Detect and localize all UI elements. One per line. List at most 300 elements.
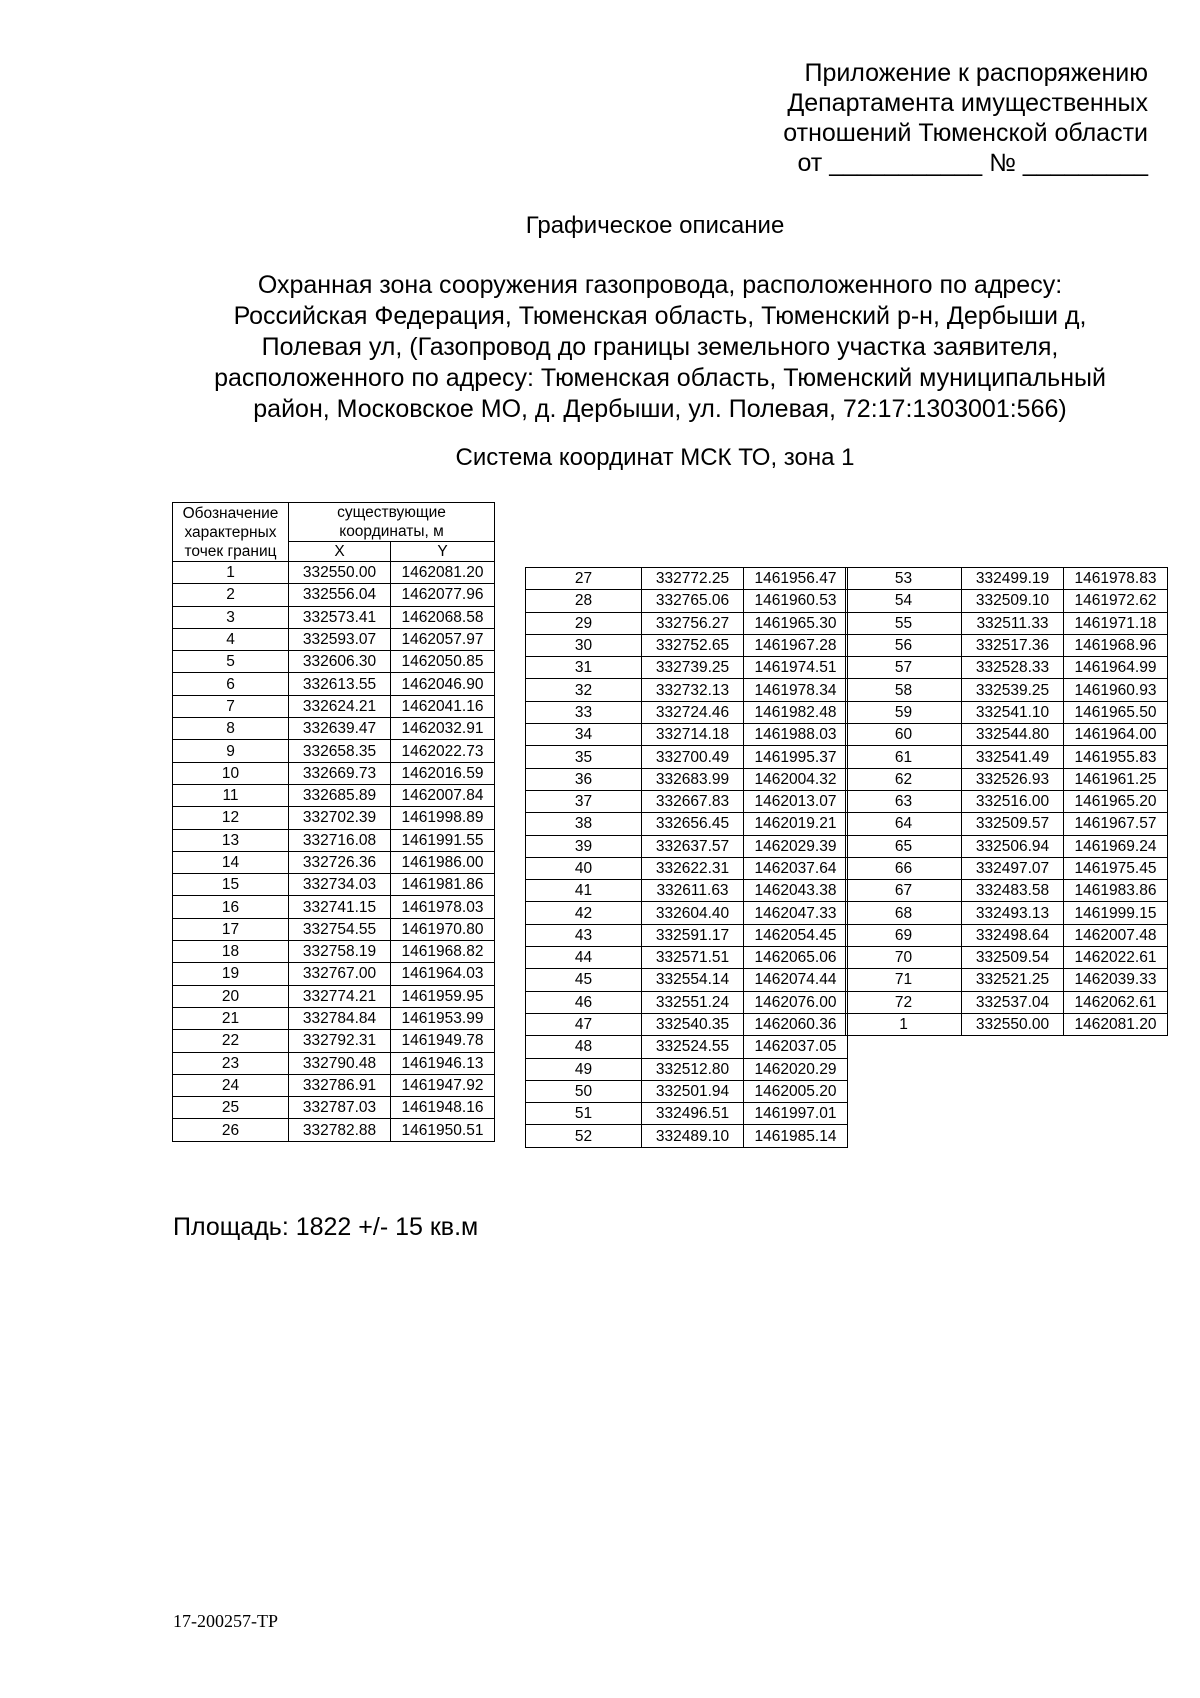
- header-coordinates: [289, 503, 495, 542]
- point-number-cell: 30: [526, 634, 642, 656]
- table-row: [526, 1036, 848, 1058]
- point-number-cell: 16: [173, 896, 289, 918]
- x-coordinate-cell: 332734.03: [289, 874, 391, 896]
- table-row: [526, 1080, 848, 1102]
- table-row: [173, 851, 495, 873]
- table-row: [526, 724, 848, 746]
- table-header-row: [173, 503, 495, 542]
- header-y: Y: [391, 542, 495, 562]
- x-coordinate-cell: 332526.93: [962, 768, 1064, 790]
- y-coordinate-cell: 1462005.20: [744, 1080, 848, 1102]
- y-coordinate-cell: 1461965.50: [1064, 701, 1168, 723]
- y-coordinate-cell: 1462029.39: [744, 835, 848, 857]
- point-number-cell: 3: [173, 606, 289, 628]
- point-number-cell: 33: [526, 701, 642, 723]
- point-number-cell: 55: [846, 612, 962, 634]
- appendix-header-line: отношений Тюменской области: [783, 119, 1148, 147]
- x-coordinate-cell: 332656.45: [642, 813, 744, 835]
- point-number-cell: 57: [846, 657, 962, 679]
- zone-description-line: район, Московское МО, д. Дербыши, ул. Полевая, 72:17:1303001:566): [253, 395, 1067, 423]
- point-number-cell: 48: [526, 1036, 642, 1058]
- x-coordinate-cell: 332774.21: [289, 985, 391, 1007]
- table-row: [173, 584, 495, 606]
- x-coordinate-cell: 332669.73: [289, 762, 391, 784]
- y-coordinate-cell: 1461998.89: [391, 807, 495, 829]
- y-coordinate-cell: 1462022.61: [1064, 947, 1168, 969]
- y-coordinate-cell: 1462039.33: [1064, 969, 1168, 991]
- x-coordinate-cell: 332556.04: [289, 584, 391, 606]
- x-coordinate-cell: 332622.31: [642, 857, 744, 879]
- x-coordinate-cell: 332716.08: [289, 829, 391, 851]
- point-number-cell: 59: [846, 701, 962, 723]
- x-coordinate-cell: 332512.80: [642, 1058, 744, 1080]
- y-coordinate-cell: 1462037.05: [744, 1036, 848, 1058]
- table-row: [173, 1030, 495, 1052]
- x-coordinate-cell: 332637.57: [642, 835, 744, 857]
- header-x: X: [289, 542, 391, 562]
- x-coordinate-cell: 332792.31: [289, 1030, 391, 1052]
- table-row: [173, 985, 495, 1007]
- y-coordinate-cell: 1461964.00: [1064, 724, 1168, 746]
- x-coordinate-cell: 332498.64: [962, 924, 1064, 946]
- point-number-cell: 41: [526, 880, 642, 902]
- y-coordinate-cell: 1461995.37: [744, 746, 848, 768]
- point-number-cell: 52: [526, 1125, 642, 1147]
- table-row: [173, 874, 495, 896]
- point-number-cell: 61: [846, 746, 962, 768]
- y-coordinate-cell: 1462037.64: [744, 857, 848, 879]
- x-coordinate-cell: 332541.10: [962, 701, 1064, 723]
- table-row: [526, 679, 848, 701]
- x-coordinate-cell: 332511.33: [962, 612, 1064, 634]
- point-number-cell: 19: [173, 963, 289, 985]
- x-coordinate-cell: 332784.84: [289, 1007, 391, 1029]
- y-coordinate-cell: 1461978.34: [744, 679, 848, 701]
- x-coordinate-cell: 332517.36: [962, 634, 1064, 656]
- y-coordinate-cell: 1462032.91: [391, 718, 495, 740]
- table-row: [526, 568, 848, 590]
- table-row: [526, 991, 848, 1013]
- zone-description-line: Российская Федерация, Тюменская область, Тюменский р-н, Дербыши д,: [233, 302, 1087, 330]
- x-coordinate-cell: 332726.36: [289, 851, 391, 873]
- y-coordinate-cell: 1461948.16: [391, 1097, 495, 1119]
- y-coordinate-cell: 1462004.32: [744, 768, 848, 790]
- y-coordinate-cell: 1461974.51: [744, 657, 848, 679]
- x-coordinate-cell: 332658.35: [289, 740, 391, 762]
- table-row: [526, 612, 848, 634]
- table-row: [526, 746, 848, 768]
- y-coordinate-cell: 1462020.29: [744, 1058, 848, 1080]
- table-row: [173, 784, 495, 806]
- point-number-cell: 24: [173, 1074, 289, 1096]
- coordinates-table-1: [172, 502, 495, 1142]
- header-designation: [173, 503, 289, 562]
- point-number-cell: 51: [526, 1103, 642, 1125]
- table-row: [173, 1119, 495, 1141]
- x-coordinate-cell: 332506.94: [962, 835, 1064, 857]
- x-coordinate-cell: 332539.25: [962, 679, 1064, 701]
- y-coordinate-cell: 1461997.01: [744, 1103, 848, 1125]
- y-coordinate-cell: 1461967.28: [744, 634, 848, 656]
- point-number-cell: 35: [526, 746, 642, 768]
- point-number-cell: 20: [173, 985, 289, 1007]
- table-row: [846, 1013, 1168, 1035]
- x-coordinate-cell: 332765.06: [642, 590, 744, 612]
- point-number-cell: 17: [173, 918, 289, 940]
- y-coordinate-cell: 1461969.24: [1064, 835, 1168, 857]
- y-coordinate-cell: 1462013.07: [744, 790, 848, 812]
- x-coordinate-cell: 332724.46: [642, 701, 744, 723]
- y-coordinate-cell: 1461955.83: [1064, 746, 1168, 768]
- point-number-cell: 53: [846, 568, 962, 590]
- table-row: [846, 947, 1168, 969]
- table-row: [846, 768, 1168, 790]
- x-coordinate-cell: 332667.83: [642, 790, 744, 812]
- point-number-cell: 47: [526, 1013, 642, 1035]
- x-coordinate-cell: 332739.25: [642, 657, 744, 679]
- y-coordinate-cell: 1461960.53: [744, 590, 848, 612]
- table-row: [846, 679, 1168, 701]
- point-number-cell: 66: [846, 857, 962, 879]
- y-coordinate-cell: 1461991.55: [391, 829, 495, 851]
- table-row: [526, 1058, 848, 1080]
- table-row: [173, 941, 495, 963]
- x-coordinate-cell: 332772.25: [642, 568, 744, 590]
- point-number-cell: 70: [846, 947, 962, 969]
- x-coordinate-cell: 332782.88: [289, 1119, 391, 1141]
- x-coordinate-cell: 332483.58: [962, 880, 1064, 902]
- coordinates-table-2-body: [526, 568, 848, 1148]
- x-coordinate-cell: 332501.94: [642, 1080, 744, 1102]
- point-number-cell: 25: [173, 1097, 289, 1119]
- x-coordinate-cell: 332752.65: [642, 634, 744, 656]
- point-number-cell: 7: [173, 695, 289, 717]
- table-row: [173, 896, 495, 918]
- point-number-cell: 58: [846, 679, 962, 701]
- y-coordinate-cell: 1461956.47: [744, 568, 848, 590]
- point-number-cell: 4: [173, 628, 289, 650]
- point-number-cell: 63: [846, 790, 962, 812]
- table-row: [173, 1074, 495, 1096]
- x-coordinate-cell: 332516.00: [962, 790, 1064, 812]
- point-number-cell: 12: [173, 807, 289, 829]
- y-coordinate-cell: 1461965.20: [1064, 790, 1168, 812]
- coordinates-table-1-body: [173, 503, 495, 1142]
- y-coordinate-cell: 1461968.82: [391, 941, 495, 963]
- y-coordinate-cell: 1462062.61: [1064, 991, 1168, 1013]
- table-row: [846, 612, 1168, 634]
- x-coordinate-cell: 332756.27: [642, 612, 744, 634]
- table-row: [173, 1097, 495, 1119]
- table-row: [846, 568, 1168, 590]
- y-coordinate-cell: 1462065.06: [744, 947, 848, 969]
- coordinates-table-2: [525, 567, 848, 1148]
- table-row: [526, 902, 848, 924]
- y-coordinate-cell: 1461978.83: [1064, 568, 1168, 590]
- y-coordinate-cell: 1462016.59: [391, 762, 495, 784]
- x-coordinate-cell: 332573.41: [289, 606, 391, 628]
- x-coordinate-cell: 332683.99: [642, 768, 744, 790]
- table-row: [846, 790, 1168, 812]
- point-number-cell: 45: [526, 969, 642, 991]
- point-number-cell: 34: [526, 724, 642, 746]
- y-coordinate-cell: 1462057.97: [391, 628, 495, 650]
- point-number-cell: 29: [526, 612, 642, 634]
- x-coordinate-cell: 332571.51: [642, 947, 744, 969]
- x-coordinate-cell: 332509.57: [962, 813, 1064, 835]
- table-row: [173, 807, 495, 829]
- point-number-cell: 67: [846, 880, 962, 902]
- table-row: [846, 924, 1168, 946]
- point-number-cell: 10: [173, 762, 289, 784]
- y-coordinate-cell: 1461999.15: [1064, 902, 1168, 924]
- x-coordinate-cell: 332611.63: [642, 880, 744, 902]
- x-coordinate-cell: 332551.24: [642, 991, 744, 1013]
- point-number-cell: 14: [173, 851, 289, 873]
- point-number-cell: 8: [173, 718, 289, 740]
- point-number-cell: 27: [526, 568, 642, 590]
- x-coordinate-cell: 332550.00: [289, 562, 391, 584]
- y-coordinate-cell: 1462074.44: [744, 969, 848, 991]
- y-coordinate-cell: 1461964.99: [1064, 657, 1168, 679]
- appendix-header-line: Департамента имущественных: [787, 89, 1148, 117]
- point-number-cell: 43: [526, 924, 642, 946]
- table-row: [526, 813, 848, 835]
- table-row: [846, 590, 1168, 612]
- appendix-header: [688, 58, 1148, 178]
- point-number-cell: 13: [173, 829, 289, 851]
- x-coordinate-cell: 332550.00: [962, 1013, 1064, 1035]
- header-designation-line: точек границ: [184, 542, 277, 560]
- point-number-cell: 2: [173, 584, 289, 606]
- y-coordinate-cell: 1461968.96: [1064, 634, 1168, 656]
- point-number-cell: 22: [173, 1030, 289, 1052]
- table-row: [846, 813, 1168, 835]
- y-coordinate-cell: 1461971.18: [1064, 612, 1168, 634]
- y-coordinate-cell: 1461986.00: [391, 851, 495, 873]
- table-row: [526, 590, 848, 612]
- table-row: [526, 880, 848, 902]
- table-row: [526, 1013, 848, 1035]
- point-number-cell: 37: [526, 790, 642, 812]
- point-number-cell: 54: [846, 590, 962, 612]
- y-coordinate-cell: 1461950.51: [391, 1119, 495, 1141]
- x-coordinate-cell: 332497.07: [962, 857, 1064, 879]
- y-coordinate-cell: 1462060.36: [744, 1013, 848, 1035]
- table-row: [173, 1007, 495, 1029]
- x-coordinate-cell: 332613.55: [289, 673, 391, 695]
- header-designation-line: Обозначение: [182, 504, 279, 522]
- y-coordinate-cell: 1461970.80: [391, 918, 495, 940]
- table-row: [526, 657, 848, 679]
- y-coordinate-cell: 1462081.20: [1064, 1013, 1168, 1035]
- y-coordinate-cell: 1461949.78: [391, 1030, 495, 1052]
- table-row: [526, 857, 848, 879]
- x-coordinate-cell: 332524.55: [642, 1036, 744, 1058]
- table-row: [526, 634, 848, 656]
- y-coordinate-cell: 1461988.03: [744, 724, 848, 746]
- table-row: [173, 963, 495, 985]
- y-coordinate-cell: 1462047.33: [744, 902, 848, 924]
- y-coordinate-cell: 1461965.30: [744, 612, 848, 634]
- y-coordinate-cell: 1462007.84: [391, 784, 495, 806]
- point-number-cell: 23: [173, 1052, 289, 1074]
- x-coordinate-cell: 332754.55: [289, 918, 391, 940]
- header-designation-line: характерных: [184, 523, 277, 541]
- y-coordinate-cell: 1462043.38: [744, 880, 848, 902]
- table-row: [846, 746, 1168, 768]
- y-coordinate-cell: 1461972.62: [1064, 590, 1168, 612]
- table-row: [526, 947, 848, 969]
- point-number-cell: 72: [846, 991, 962, 1013]
- x-coordinate-cell: 332758.19: [289, 941, 391, 963]
- y-coordinate-cell: 1461947.92: [391, 1074, 495, 1096]
- point-number-cell: 68: [846, 902, 962, 924]
- table-row: [173, 762, 495, 784]
- point-number-cell: 21: [173, 1007, 289, 1029]
- table-row: [173, 718, 495, 740]
- x-coordinate-cell: 332714.18: [642, 724, 744, 746]
- point-number-cell: 64: [846, 813, 962, 835]
- y-coordinate-cell: 1461946.13: [391, 1052, 495, 1074]
- x-coordinate-cell: 332544.80: [962, 724, 1064, 746]
- x-coordinate-cell: 332685.89: [289, 784, 391, 806]
- x-coordinate-cell: 332624.21: [289, 695, 391, 717]
- y-coordinate-cell: 1462046.90: [391, 673, 495, 695]
- x-coordinate-cell: 332521.25: [962, 969, 1064, 991]
- coordinates-table-3-body: [846, 568, 1168, 1036]
- x-coordinate-cell: 332702.39: [289, 807, 391, 829]
- table-row: [846, 857, 1168, 879]
- x-coordinate-cell: 332509.10: [962, 590, 1064, 612]
- zone-description: [160, 270, 1160, 425]
- point-number-cell: 42: [526, 902, 642, 924]
- y-coordinate-cell: 1461960.93: [1064, 679, 1168, 701]
- y-coordinate-cell: 1462019.21: [744, 813, 848, 835]
- table-row: [846, 902, 1168, 924]
- header-coordinates-line: координаты, м: [339, 523, 444, 540]
- y-coordinate-cell: 1461982.48: [744, 701, 848, 723]
- y-coordinate-cell: 1462050.85: [391, 651, 495, 673]
- table-row: [846, 991, 1168, 1013]
- table-row: [173, 606, 495, 628]
- x-coordinate-cell: 332741.15: [289, 896, 391, 918]
- y-coordinate-cell: 1462081.20: [391, 562, 495, 584]
- y-coordinate-cell: 1461983.86: [1064, 880, 1168, 902]
- table-row: [846, 969, 1168, 991]
- table-row: [846, 634, 1168, 656]
- y-coordinate-cell: 1461981.86: [391, 874, 495, 896]
- point-number-cell: 18: [173, 941, 289, 963]
- table-row: [526, 701, 848, 723]
- table-row: [846, 880, 1168, 902]
- x-coordinate-cell: 332787.03: [289, 1097, 391, 1119]
- point-number-cell: 50: [526, 1080, 642, 1102]
- y-coordinate-cell: 1462068.58: [391, 606, 495, 628]
- point-number-cell: 1: [173, 562, 289, 584]
- x-coordinate-cell: 332604.40: [642, 902, 744, 924]
- x-coordinate-cell: 332541.49: [962, 746, 1064, 768]
- x-coordinate-cell: 332767.00: [289, 963, 391, 985]
- table-row: [526, 790, 848, 812]
- point-number-cell: 62: [846, 768, 962, 790]
- y-coordinate-cell: 1461964.03: [391, 963, 495, 985]
- point-number-cell: 26: [173, 1119, 289, 1141]
- table-row: [526, 969, 848, 991]
- point-number-cell: 40: [526, 857, 642, 879]
- x-coordinate-cell: 332790.48: [289, 1052, 391, 1074]
- table-row: [173, 1052, 495, 1074]
- point-number-cell: 56: [846, 634, 962, 656]
- document-title: Графическое описание: [525, 212, 785, 239]
- zone-description-line: расположенного по адресу: Тюменская область, Тюменский муниципальный: [214, 364, 1106, 392]
- y-coordinate-cell: 1461953.99: [391, 1007, 495, 1029]
- y-coordinate-cell: 1462077.96: [391, 584, 495, 606]
- table-row: [526, 1103, 848, 1125]
- table-row: [526, 835, 848, 857]
- point-number-cell: 38: [526, 813, 642, 835]
- table-row: [173, 651, 495, 673]
- y-coordinate-cell: 1461985.14: [744, 1125, 848, 1147]
- y-coordinate-cell: 1461975.45: [1064, 857, 1168, 879]
- zone-description-line: Полевая ул, (Газопровод до границы земельного участка заявителя,: [261, 333, 1059, 361]
- table-row: [173, 829, 495, 851]
- point-number-cell: 32: [526, 679, 642, 701]
- x-coordinate-cell: 332732.13: [642, 679, 744, 701]
- point-number-cell: 36: [526, 768, 642, 790]
- x-coordinate-cell: 332639.47: [289, 718, 391, 740]
- point-number-cell: 5: [173, 651, 289, 673]
- zone-description-line: Охранная зона сооружения газопровода, расположенного по адресу:: [257, 271, 1063, 299]
- point-number-cell: 71: [846, 969, 962, 991]
- point-number-cell: 69: [846, 924, 962, 946]
- y-coordinate-cell: 1462007.48: [1064, 924, 1168, 946]
- point-number-cell: 28: [526, 590, 642, 612]
- point-number-cell: 60: [846, 724, 962, 746]
- appendix-header-line: Приложение к распоряжению: [804, 59, 1148, 87]
- x-coordinate-cell: 332786.91: [289, 1074, 391, 1096]
- y-coordinate-cell: 1461959.95: [391, 985, 495, 1007]
- x-coordinate-cell: 332528.33: [962, 657, 1064, 679]
- y-coordinate-cell: 1462076.00: [744, 991, 848, 1013]
- y-coordinate-cell: 1462054.45: [744, 924, 848, 946]
- point-number-cell: 39: [526, 835, 642, 857]
- area-value: Площадь: 1822 +/- 15 кв.м: [173, 1213, 479, 1241]
- table-row: [846, 724, 1168, 746]
- document-code: 17-200257-ТР: [173, 1611, 278, 1631]
- point-number-cell: 11: [173, 784, 289, 806]
- table-row: [526, 924, 848, 946]
- table-row: [846, 835, 1168, 857]
- point-number-cell: 9: [173, 740, 289, 762]
- point-number-cell: 46: [526, 991, 642, 1013]
- x-coordinate-cell: 332606.30: [289, 651, 391, 673]
- table-row: [173, 918, 495, 940]
- x-coordinate-cell: 332489.10: [642, 1125, 744, 1147]
- appendix-header-line: от ___________ № _________: [797, 149, 1148, 177]
- x-coordinate-cell: 332591.17: [642, 924, 744, 946]
- table-row: [173, 562, 495, 584]
- table-row: [526, 768, 848, 790]
- x-coordinate-cell: 332493.13: [962, 902, 1064, 924]
- table-row: [173, 628, 495, 650]
- x-coordinate-cell: 332700.49: [642, 746, 744, 768]
- coordinate-system: Система координат МСК ТО, зона 1: [455, 444, 855, 471]
- y-coordinate-cell: 1462022.73: [391, 740, 495, 762]
- point-number-cell: 44: [526, 947, 642, 969]
- x-coordinate-cell: 332540.35: [642, 1013, 744, 1035]
- x-coordinate-cell: 332554.14: [642, 969, 744, 991]
